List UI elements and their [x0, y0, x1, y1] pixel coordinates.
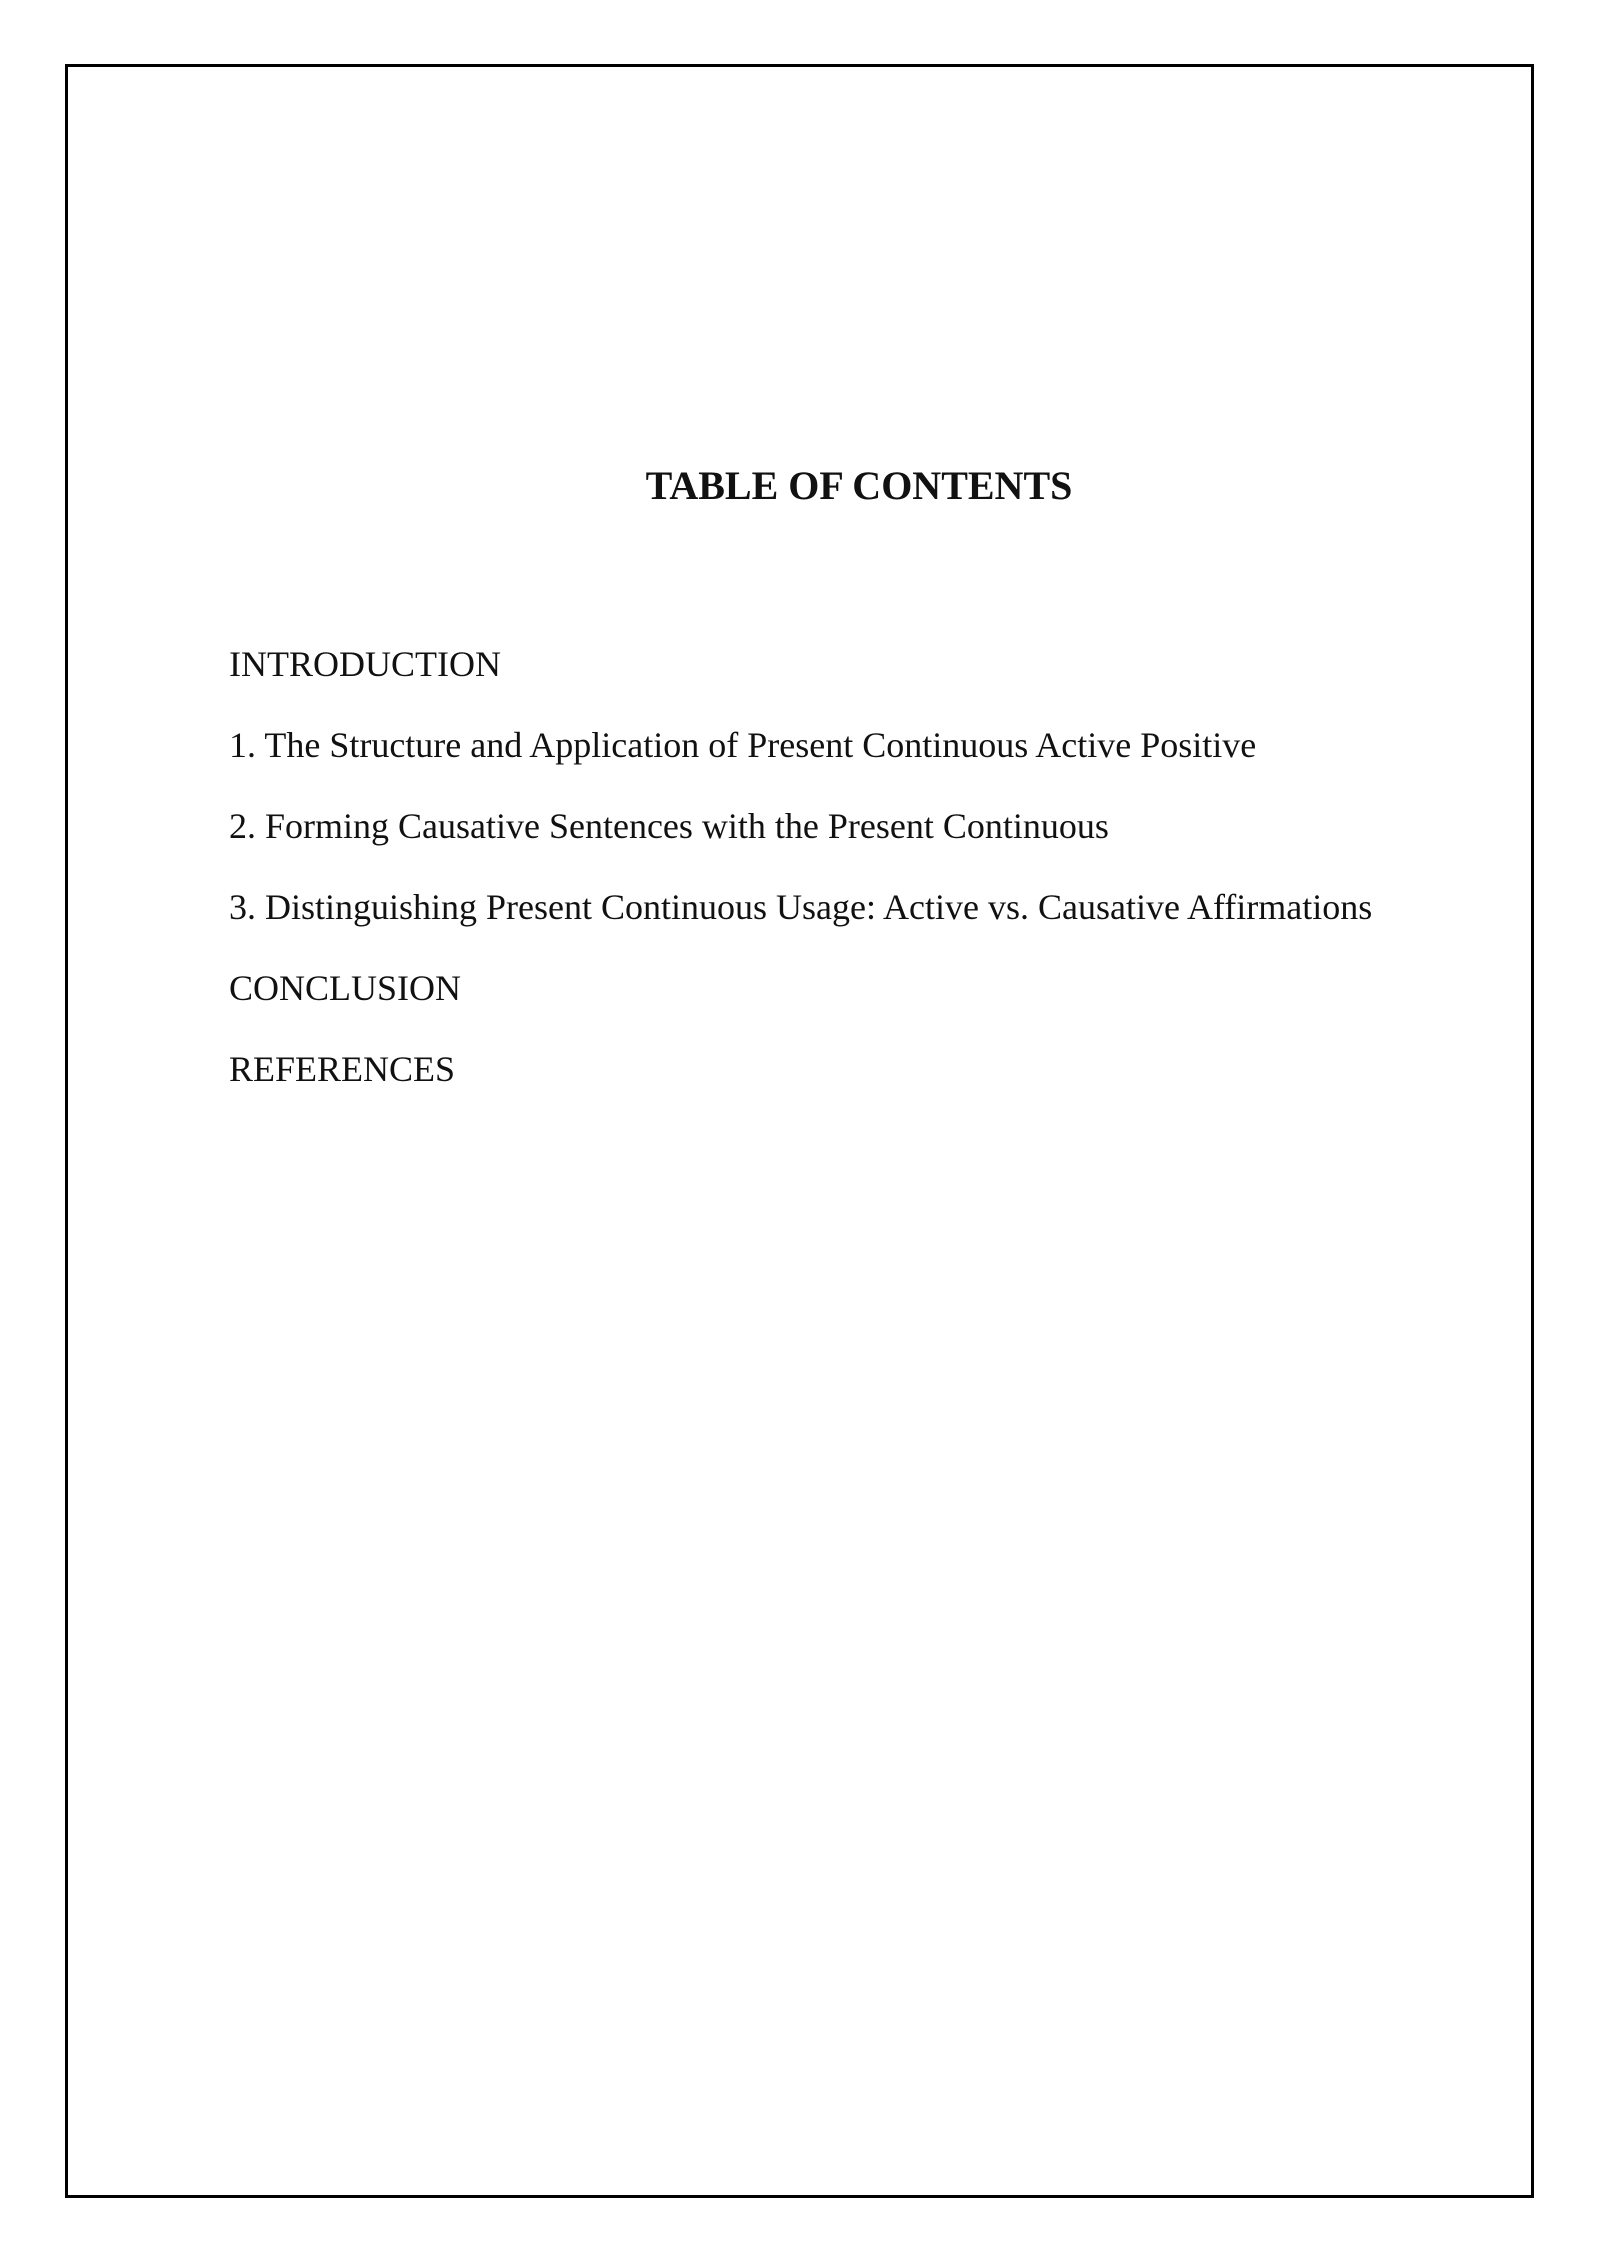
toc-entry-section-2: 2. Forming Causative Sentences with the Present Continuous — [229, 806, 1109, 846]
page-title: TABLE OF CONTENTS — [645, 463, 1073, 508]
toc-entry-references: REFERENCES — [229, 1049, 456, 1089]
toc-list — [229, 638, 1372, 1124]
toc-entry-section-1: 1. The Structure and Application of Present Continuous Active Positive — [229, 725, 1257, 765]
toc-entry-section-3: 3. Distinguishing Present Continuous Usage: Active vs. Causative Affirmations — [229, 887, 1373, 927]
toc-entry-conclusion: CONCLUSION — [229, 968, 462, 1008]
page-border — [65, 64, 1534, 2198]
toc-entry-introduction: INTRODUCTION — [229, 644, 501, 684]
